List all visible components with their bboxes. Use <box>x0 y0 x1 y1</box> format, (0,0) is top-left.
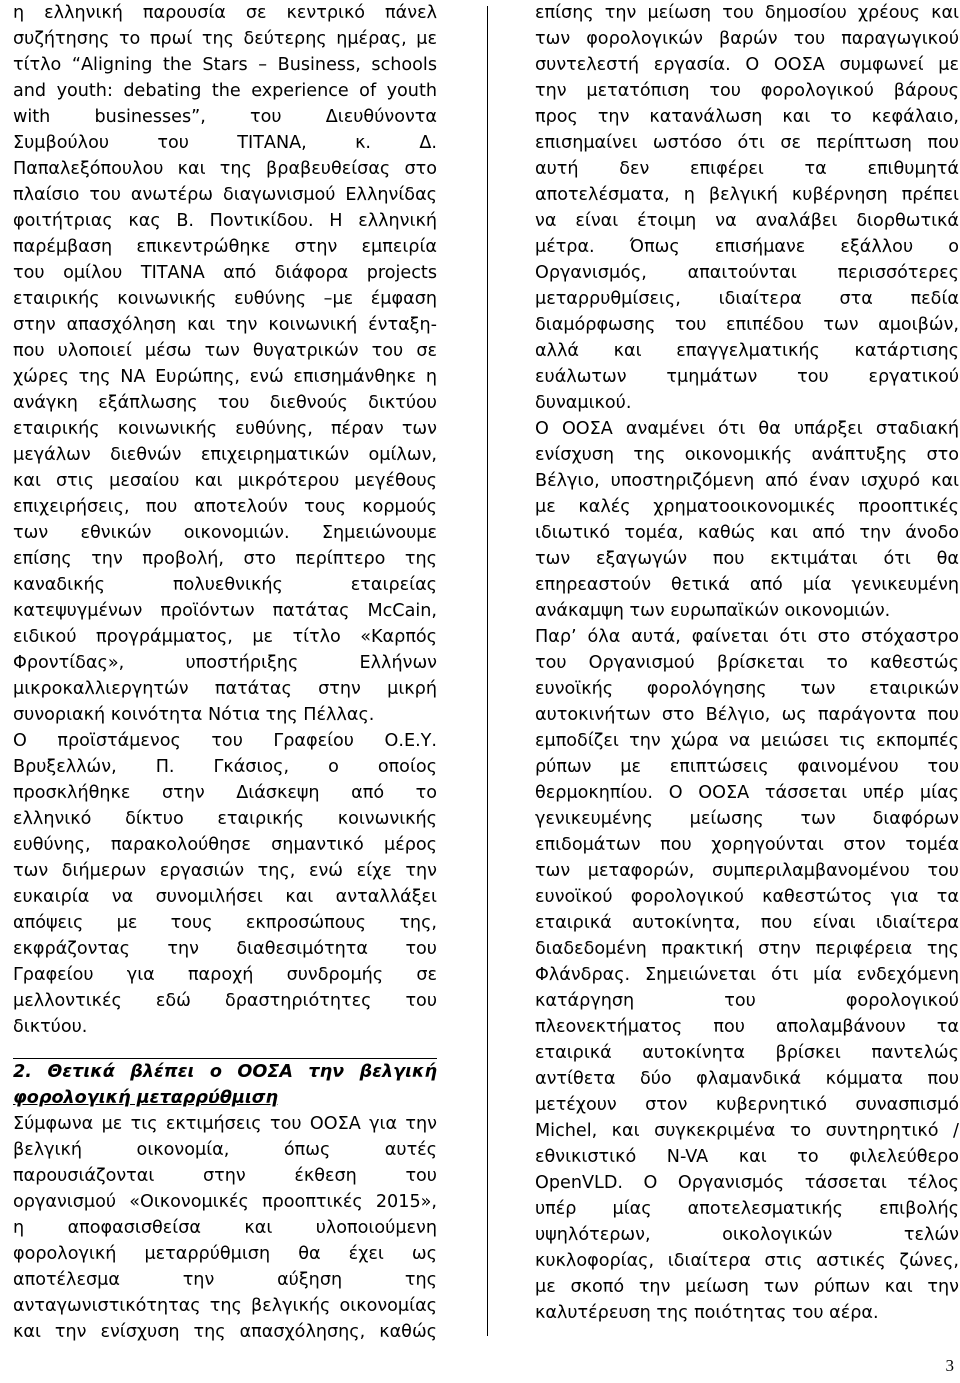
text-line: των διήμερων εργασιών της, ενώ είχε την <box>13 861 437 881</box>
text-line: αποτέλεσμα την αύξηση της <box>13 1270 437 1290</box>
text-line: και στις μεσαίου και μικρότερου μεγέθους <box>13 471 437 491</box>
text-line: Παρ’ όλα αυτά, φαίνεται ότι στο στόχαστρο <box>535 627 959 647</box>
text-line: επίσης την μείωση του δημοσίου χρέους και <box>535 3 959 23</box>
text-line: Michel, και συγκεκριμένα το συντηρητικό / <box>535 1121 959 1141</box>
text-line: Βέλγιο, υποστηριζόμενη από έναν ισχυρό και <box>535 471 959 491</box>
text-line: και την ενίσχυση της απασχόλησης, καθώς <box>13 1322 437 1342</box>
text-line: καναδικής πολυεθνικής εταιρείας <box>13 575 437 595</box>
page-number: 3 <box>945 1356 954 1375</box>
left-text-before-heading <box>13 0 437 1040</box>
text-line: την μετατόπιση του φορολογικού βάρους <box>535 81 959 101</box>
text-line: ρύπων με επιπτώσεις φαινομένου του <box>535 757 959 777</box>
text-line: αυτοκινήτων στο Βέλγιο, ως παράγοντα που <box>535 705 959 725</box>
text-line: του ομίλου ΤΙΤΑΝΑ από διάφορα projects <box>13 263 437 283</box>
text-line: παρουσιάζονται στην έκθεση του <box>13 1166 437 1186</box>
text-line: ανταγωνιστικότητας της βελγικής οικονομίας <box>13 1296 437 1316</box>
text-line: ευνοϊκού φορολογικού καθεστώτος για τα <box>535 887 959 907</box>
text-line: που υλοποιεί μέσω των θυγατρικών του σε <box>13 341 437 361</box>
text-line: η ελληνική παρουσία σε κεντρικό πάνελ <box>13 3 437 23</box>
text-line: μεταρρυθμίσεις, ιδιαίτερα στα πεδία <box>535 289 959 309</box>
section-heading-line-1: 2. Θετικά βλέπει ο ΟΟΣΑ την βελγική <box>13 1062 437 1082</box>
text-line: συντελεστή εργασία. Ο ΟΟΣΑ συμφωνεί με <box>535 55 959 75</box>
text-line: Γραφείου για παροχή συνδρομής σε <box>13 965 437 985</box>
text-line: Ο προϊστάμενος του Γραφείου Ο.Ε.Υ. <box>13 731 437 751</box>
text-line: εταιρικής κοινωνικής ευθύνης –με έμφαση <box>13 289 437 309</box>
text-line: Σύμφωνα με τις εκτιμήσεις του ΟΟΣΑ για την <box>13 1114 437 1134</box>
text-line: μετέχουν στον κυβερνητικό συνασπισμό <box>535 1095 959 1115</box>
text-line: αλλά και επαγγελματικής κατάρτισης <box>535 341 959 361</box>
text-line: στην απασχόληση και την κοινωνική ένταξη- <box>13 315 437 335</box>
text-line: Οργανισμός, απαιτούνται περισσότερες <box>535 263 959 283</box>
text-line: η αποφασισθείσα και υλοποιούμενη <box>13 1218 437 1238</box>
text-line: Παπαλεξόπουλου και της βραβευθείσας στο <box>13 159 437 179</box>
text-line: αποτελέσματα, η βελγική κυβέρνηση πρέπει <box>535 185 959 205</box>
text-line: Φροντίδας», υποστήριξης Ελλήνων <box>13 653 437 673</box>
text-line: αντίθετα δύο φλαμανδικά κόμματα που <box>535 1069 959 1089</box>
text-line: προσκλήθηκε στην Διάσκεψη από το <box>13 783 437 803</box>
text-line: διαμόρφωσης του επιπέδου των αμοιβών, <box>535 315 959 335</box>
text-line: Βρυξελλών, Π. Γκάσιος, ο οποίος <box>13 757 437 777</box>
text-line: προς την κατανάλωση και το κεφάλαιο, <box>535 107 959 127</box>
text-line: των φορολογικών βαρών του παραγωγικού <box>535 29 959 49</box>
text-line: κατάργηση του φορολογικού <box>535 991 959 1011</box>
text-line: φοιτήτριας κας Β. Ποντικίδου. Η ελληνική <box>13 211 437 231</box>
text-line: συζήτησης το πρωί της δεύτερης ημέρας, με <box>13 29 437 49</box>
text-line: επίσης την προβολή, στο περίπτερο της <box>13 549 437 569</box>
text-line: Συμβούλου του ΤΙΤΑΝΑ, κ. Δ. <box>13 133 437 153</box>
text-line: φορολογική μεταρρύθμιση θα έχει ως <box>13 1244 437 1264</box>
text-line: παρέμβαση επικεντρώθηκε στην εμπειρία <box>13 237 437 257</box>
text-line: ελληνικό δίκτυο εταιρικής κοινωνικής <box>13 809 437 829</box>
text-line: οργανισμού «Οικονομικές προοπτικές 2015», <box>13 1192 437 1212</box>
text-line: αυτή δεν επιφέρει τα επιθυμητά <box>535 159 959 179</box>
text-line: εμποδίζει την χώρα να μειώσει τις εκπομπές <box>535 731 959 751</box>
text-line: ανάκαμψη των ευρωπαϊκών οικονομιών. <box>535 601 891 621</box>
text-line: υψηλότερων, οικολογικών τελών <box>535 1225 959 1245</box>
text-line: ευθύνης, παρακολούθησε σημαντικό μέρος <box>13 835 437 855</box>
section-heading-line-2: φορολογική μεταρρύθμιση <box>13 1088 278 1108</box>
text-line: ειδικού προγράμματος, με τίτλο «Καρπός <box>13 627 437 647</box>
text-line: ανάγκη εξάπλωσης του διεθνούς δικτύου <box>13 393 437 413</box>
text-line: δυναμικού. <box>535 393 632 413</box>
text-line: εταιρικά αυτοκίνητα, που είναι ιδιαίτερα <box>535 913 959 933</box>
text-line: ιδιωτικό τομέα, καθώς και από την άνοδο <box>535 523 959 543</box>
text-line: επιχειρήσεις, που αποτελούν τους κορμούς <box>13 497 437 517</box>
text-line: των μεταφορών, συμπεριλαμβανομένου του <box>535 861 959 881</box>
text-line: with businesses”, του Διευθύνοντα <box>13 107 437 127</box>
text-line: ενίσχυση της οικονομικής ανάπτυξης στο <box>535 445 959 465</box>
text-line: γενικευμένης μείωσης των διαφόρων <box>535 809 959 829</box>
text-line: ευκαιρία να συνομιλήσει και ανταλλάξει <box>13 887 437 907</box>
text-line: ευνοϊκής φορολόγησης των εταιρικών <box>535 679 959 699</box>
section-heading-box <box>13 1058 437 1111</box>
text-line: ευάλωτων τμημάτων του εργατικού <box>535 367 959 387</box>
text-line: μεγάλων διεθνών επιχειρηματικών ομίλων, <box>13 445 437 465</box>
text-line: απόψεις με τους εκπροσώπους της, <box>13 913 437 933</box>
text-line: θερμοκηπίου. Ο ΟΟΣΑ τάσσεται υπέρ μίας <box>535 783 959 803</box>
text-line: χώρες της ΝΑ Ευρώπης, ενώ επισημάνθηκε η <box>13 367 437 387</box>
left-text-after-heading <box>13 1111 437 1345</box>
text-line: and youth: debating the experience of youth <box>13 81 437 101</box>
text-line: βελγική οικονομία, όπως αυτές <box>13 1140 437 1160</box>
text-line: επιδομάτων που χορηγούνται στον τομέα <box>535 835 959 855</box>
text-line: εταιρικής κοινωνικής ευθύνης, πέραν των <box>13 419 437 439</box>
text-line: με καλές χρηματοοικονομικές προοπτικές <box>535 497 959 517</box>
text-line: μικροκαλλιεργητών πατάτας στην μικρή <box>13 679 437 699</box>
column-divider <box>487 6 488 1336</box>
text-line: Φλάνδρας. Σημειώνεται ότι μία ενδεχόμενη <box>535 965 959 985</box>
text-line: υπέρ μίας αποτελεσματικής επιβολής <box>535 1199 959 1219</box>
text-line: κατεψυγμένων προϊόντων πατάτας McCain, <box>13 601 437 621</box>
text-line: να είναι έτοιμη να αναλάβει διορθωτικά <box>535 211 959 231</box>
right-text <box>535 0 959 1326</box>
left-column <box>13 0 437 1345</box>
text-line: διαδεδομένη πρακτική στην περιφέρεια της <box>535 939 959 959</box>
text-line: εταιρικά αυτοκίνητα βρίσκει παντελώς <box>535 1043 959 1063</box>
text-line: καλυτέρευση της ποιότητας του αέρα. <box>535 1303 879 1323</box>
text-line: OpenVLD. Ο Οργανισμός τάσσεται τέλος <box>535 1173 959 1193</box>
text-line: επηρεαστούν θετικά από μία γενικευμένη <box>535 575 959 595</box>
text-line: τίτλο “Aligning the Stars – Business, schools <box>13 55 437 75</box>
text-line: εθνικιστικό N-VA και το φιλελεύθερο <box>535 1147 959 1167</box>
text-line: εκφράζοντας την διαθεσιμότητα του <box>13 939 437 959</box>
text-line: δικτύου. <box>13 1017 88 1037</box>
text-line: Ο ΟΟΣΑ αναμένει ότι θα υπάρξει σταδιακή <box>535 419 959 439</box>
text-line: πλαίσιο του ανωτέρω διαγωνισμού Ελληνίδας <box>13 185 437 205</box>
text-line: συνοριακή κοινότητα Νότια της Πέλλας. <box>13 705 375 725</box>
text-line: με σκοπό την μείωση των ρύπων και την <box>535 1277 959 1297</box>
text-line: του Οργανισμού βρίσκεται το καθεστώς <box>535 653 959 673</box>
text-line: μέτρα. Όπως επισήμανε εξάλλου ο <box>535 237 959 257</box>
right-column <box>535 0 959 1326</box>
text-line: πλεονεκτήματος που απολαμβάνουν τα <box>535 1017 959 1037</box>
text-line: επισημαίνει ωστόσο ότι σε περίπτωση που <box>535 133 959 153</box>
text-line: κυκλοφορίας, ιδιαίτερα στις αστικές ζώνες, <box>535 1251 959 1271</box>
text-line: μελλοντικές εδώ δραστηριότητες του <box>13 991 437 1011</box>
text-line: των εθνικών οικονομιών. Σημειώνουμε <box>13 523 437 543</box>
text-line: των εξαγωγών που εκτιμάται ότι θα <box>535 549 959 569</box>
